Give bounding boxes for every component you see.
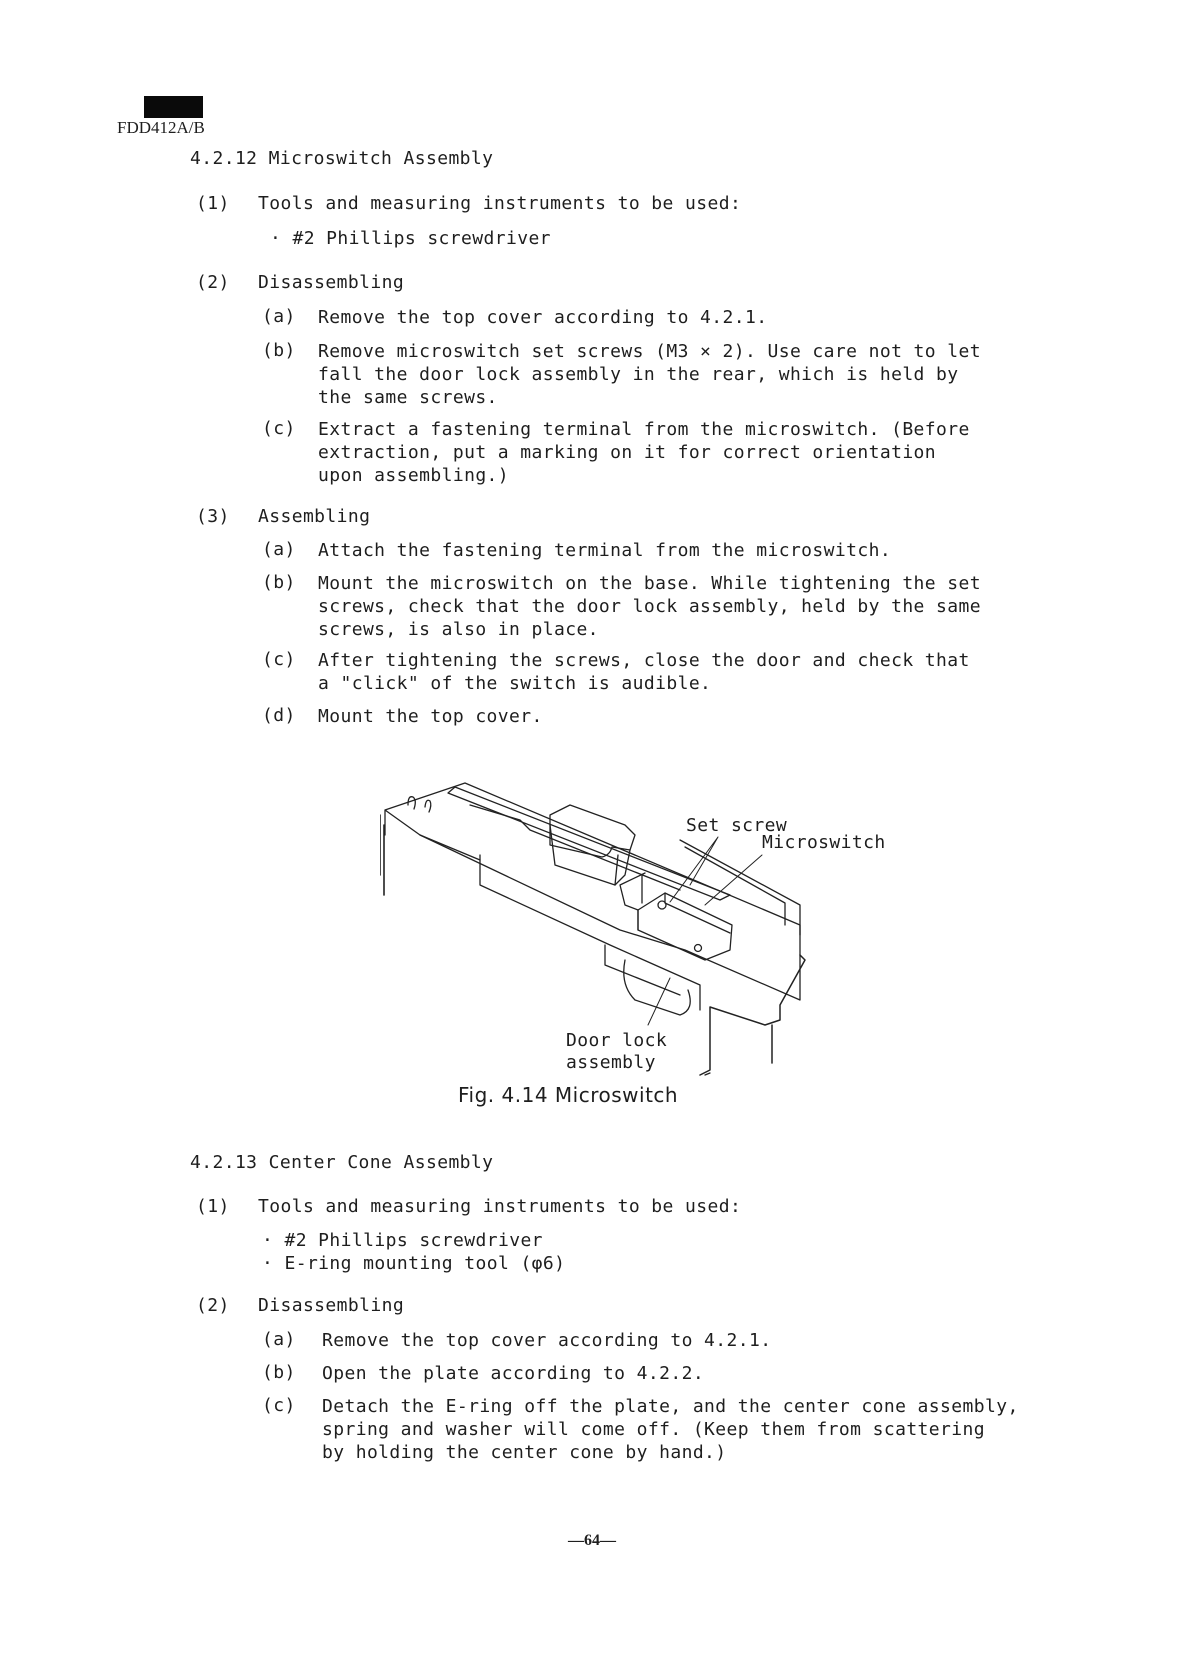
section-heading-4-2-13: 4.2.13 Center Cone Assembly: [190, 1152, 494, 1173]
disassembling-item-number: (2): [196, 1295, 230, 1316]
step-label: (c): [262, 649, 296, 670]
step-label: (b): [262, 572, 296, 593]
tools-item-number: (1): [196, 1196, 230, 1217]
document-id: FDD412A/B: [117, 118, 205, 137]
step-line: the same screws.: [318, 387, 498, 408]
door-lock-leader: [648, 978, 670, 1025]
tool-list-item: · E-ring mounting tool (φ6): [262, 1253, 566, 1274]
step-label: (d): [262, 705, 296, 726]
set-screw-leader: [670, 837, 718, 902]
section-heading-4-2-12: 4.2.12 Microswitch Assembly: [190, 148, 494, 169]
disassembling-item-number: (2): [196, 272, 230, 293]
step-line: Mount the top cover.: [318, 706, 543, 727]
tools-heading: Tools and measuring instruments to be used:: [258, 1196, 742, 1217]
right-rail: [680, 840, 800, 935]
chassis-bottom-edge: [480, 855, 700, 1010]
tools-heading: Tools and measuring instruments to be used:: [258, 193, 742, 214]
tool-list-item: · #2 Phillips screwdriver: [262, 1230, 543, 1251]
figure-caption: Fig. 4.14 Microswitch: [458, 1083, 679, 1107]
figure-label-door-lock-assembly: assembly: [566, 1052, 656, 1073]
step-line: Remove microswitch set screws (M3 × 2). Use care not to let: [318, 341, 981, 362]
step-label: (a): [262, 1329, 296, 1350]
figure-label-microswitch: Microswitch: [762, 832, 886, 853]
header-black-bar: [144, 96, 203, 118]
step-text: [318, 649, 970, 695]
switch-bracket: [620, 873, 645, 910]
figure-baseline: [705, 1073, 710, 1075]
step-line: upon assembling.): [318, 465, 510, 486]
step-line: fall the door lock assembly in the rear, which is held by: [318, 364, 959, 385]
step-label: (b): [262, 1362, 296, 1383]
assembling-heading: Assembling: [258, 506, 371, 527]
step-line: Attach the fastening terminal from the microswitch.: [318, 540, 892, 561]
step-text: [318, 418, 970, 487]
step-line: Open the plate according to 4.2.2.: [322, 1363, 705, 1384]
step-label: (b): [262, 340, 296, 361]
right-end-bracket: [700, 955, 805, 1075]
step-line: Extract a fastening terminal from the microswitch. (Before: [318, 419, 970, 440]
step-line: spring and washer will come off. (Keep them from scattering: [322, 1419, 985, 1440]
tool-list: [262, 1229, 565, 1275]
step-text: [322, 1329, 771, 1352]
step-text: [318, 539, 891, 562]
disassembling-heading: Disassembling: [258, 272, 405, 293]
step-label: (a): [262, 539, 296, 560]
step-line: Detach the E-ring off the plate, and the center cone assembly,: [322, 1396, 1019, 1417]
step-line: screws, is also in place.: [318, 619, 599, 640]
step-line: Mount the microswitch on the base. While tightening the set: [318, 573, 981, 594]
page-number: —64—: [568, 1532, 616, 1549]
step-label: (c): [262, 1395, 296, 1416]
step-text: [322, 1395, 1019, 1464]
door-lock-body: [605, 945, 680, 995]
step-line: After tightening the screws, close the door and check that: [318, 650, 970, 671]
disassembling-heading: Disassembling: [258, 1295, 405, 1316]
step-line: extraction, put a marking on it for correct orientation: [318, 442, 937, 463]
left-bracket: [380, 815, 384, 960]
chassis-bottom-edge-2: [420, 835, 480, 860]
tool-list-item: · #2 Phillips screwdriver: [270, 228, 551, 249]
step-line: by holding the center cone by hand.): [322, 1442, 727, 1463]
chassis-post: [408, 797, 415, 809]
figure-label-door-lock: Door lock: [566, 1030, 668, 1051]
step-label: (a): [262, 306, 296, 327]
step-line: a "click" of the switch is audible.: [318, 673, 712, 694]
tools-item-number: (1): [196, 193, 230, 214]
chassis-post: [425, 800, 431, 812]
set-screw-head: [695, 945, 702, 952]
assembling-item-number: (3): [196, 506, 230, 527]
step-line: Remove the top cover according to 4.2.1.: [318, 307, 768, 328]
step-text: [318, 705, 543, 728]
step-label: (c): [262, 418, 296, 439]
set-screw-head: [658, 901, 666, 909]
figure-label-set-screw: Set screw: [686, 815, 788, 836]
step-text: [322, 1362, 704, 1385]
step-line: screws, check that the door lock assembly, held by the same: [318, 596, 981, 617]
step-text: [318, 572, 981, 641]
step-text: [318, 340, 981, 409]
chassis-slot-inner: [470, 805, 680, 890]
step-text: [318, 306, 767, 329]
step-line: Remove the top cover according to 4.2.1.: [322, 1330, 772, 1351]
